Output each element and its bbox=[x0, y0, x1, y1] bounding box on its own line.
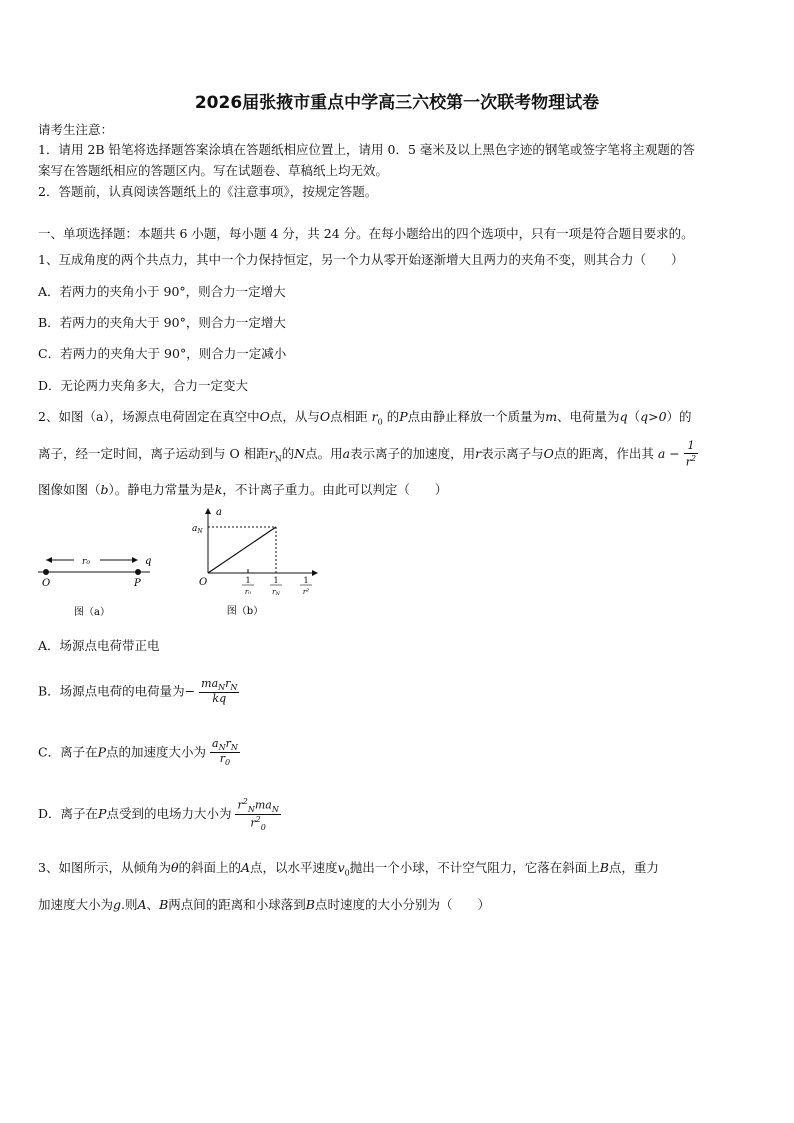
origin-label: O bbox=[199, 577, 208, 588]
q1-option-b: B．若两力的夹角大于 90°，则合力一定增大 bbox=[38, 315, 286, 330]
tick-1-over-r0: 1 bbox=[245, 576, 251, 585]
label-o: O bbox=[42, 578, 51, 589]
q3-stem-line1: 3、如图所示，从倾角为θ的斜面上的A点，以水平速度$v_0$抛出一个小球，不计空气阻力，它落在斜面上B点，重力 bbox=[38, 860, 659, 878]
svg-text:r₀: r₀ bbox=[244, 588, 252, 596]
point-o bbox=[43, 569, 49, 575]
caption-b: 图（b） bbox=[226, 606, 264, 617]
notice-item-1: 1．请用 2B 铅笔将选择题答案涂填在答题纸相应位置上，请用 0．5 毫米及以上黑色字迹的钢笔或签字笔将主观题的答 bbox=[38, 142, 695, 157]
q2-option-b: B．场源点电荷的电荷量为− $\frac{ma_Nr_N}{kq}$ bbox=[38, 677, 238, 706]
label-p: P bbox=[134, 578, 141, 589]
q3-stem-line2: 加速度大小为g.则A、B两点间的距离和小球落到B点时速度的大小分别为（ ） bbox=[38, 897, 490, 912]
q1-option-a: A．若两力的夹角小于 90°，则合力一定增大 bbox=[38, 284, 286, 299]
section-heading: 一、单项选择题：本题共 6 小题，每小题 4 分，共 24 分。在每小题给出的四个选项中，只有一项是符合题目要求的。 bbox=[38, 226, 694, 241]
figure-a bbox=[30, 540, 160, 620]
one-over-r-squared: $\frac{1}{r^2}$ bbox=[685, 439, 697, 469]
label-an: $a_N$ bbox=[192, 524, 203, 535]
point-p bbox=[135, 569, 141, 575]
label-q: q bbox=[145, 556, 152, 567]
q2-stem-line1: 2、如图（a），场源点电荷固定在真空中O点，从与O点相距 $r_0$ 的P点由静止释放一个质量为m、电荷量为q（q>0）的 bbox=[38, 409, 692, 427]
label-r0: r₀ bbox=[82, 557, 90, 567]
svg-text:r²: r² bbox=[302, 588, 310, 596]
axis-a-label: a bbox=[216, 507, 222, 518]
svg-text:rN: rN bbox=[272, 588, 280, 597]
q1-option-c: C．若两力的夹角大于 90°，则合力一定减小 bbox=[38, 346, 287, 361]
q2-stem-line2: 离子，经一定时间，离子运动到与 O 相距$r_N$的N点。用a表示离子的加速度，用r表示离子与O点的距离，作出其 a − $\frac{1}{r^2}$ bbox=[38, 439, 697, 469]
notice-item-2: 2．答题前，认真阅读答题纸上的《注意事项》，按规定答题。 bbox=[38, 184, 378, 199]
q2-stem-line3: 图像如图（b）。静电力常量为是k，不计离子重力。由此可以判定（ ） bbox=[38, 482, 448, 497]
q2-option-a: A．场源点电荷带正电 bbox=[38, 638, 160, 653]
notice-heading: 请考生注意： bbox=[38, 122, 114, 137]
notice-item-1-cont: 案写在答题纸相应的答题区内。写在试题卷、草稿纸上均无效。 bbox=[38, 163, 389, 178]
q1-stem: 1、互成角度的两个共点力，其中一个力保持恒定，另一个力从零开始逐渐增大且两力的夹角不变，则其合力（ ） bbox=[38, 252, 684, 267]
graph-line bbox=[208, 527, 276, 573]
figure-b bbox=[190, 505, 325, 620]
axis-x-label: 1 bbox=[303, 576, 309, 585]
page-title: 2026届张掖市重点中学高三六校第一次联考物理试卷 bbox=[194, 93, 600, 113]
q1-option-d: D．无论两力夹角多大，合力一定变大 bbox=[38, 378, 249, 393]
q2-option-d: D．离子在P点受到的电场力大小为 $\frac{r^2_Nma_N}{r^2_0}$ bbox=[38, 797, 279, 832]
tick-1-over-rn: 1 bbox=[273, 576, 279, 585]
q2-option-c: C．离子在P点的加速度大小为 $\frac{a_Nr_N}{r_0}$ bbox=[38, 737, 238, 768]
caption-a: 图（a） bbox=[74, 607, 110, 618]
